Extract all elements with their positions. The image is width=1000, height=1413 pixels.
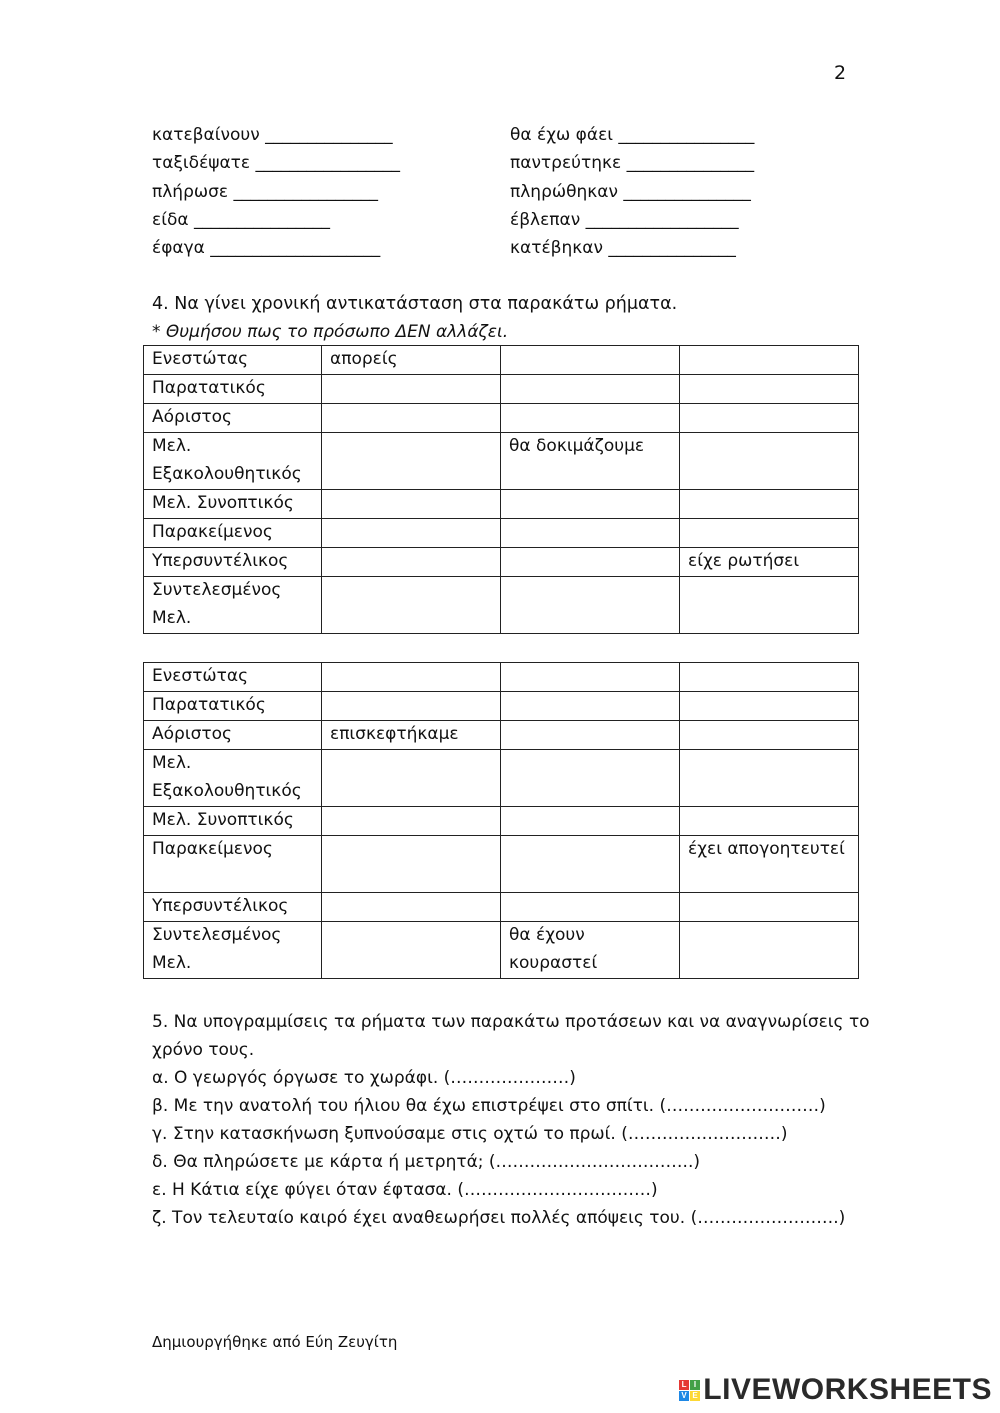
verb-cell[interactable]	[501, 519, 680, 548]
verb-cell[interactable]: θα δοκιμάζουμε	[501, 433, 680, 490]
verb-cell[interactable]: θα έχουν κουραστεί	[501, 922, 680, 979]
verb-cell[interactable]	[680, 663, 859, 692]
verb-cell[interactable]: είχε ρωτήσει	[680, 548, 859, 577]
table-row	[144, 663, 859, 692]
section5-title-line1: 5. Να υπογραμμίσεις τα ρήματα των παρακάτω προτάσεων και να αναγνωρίσεις το	[152, 1012, 870, 1032]
tense-label-cell: Παρατατικός	[144, 692, 322, 721]
section5-title-line2: χρόνο τους.	[152, 1040, 255, 1060]
liveworksheets-logo[interactable]	[679, 1373, 992, 1407]
verb-item: θα έχω φάει ________________	[510, 125, 755, 145]
verb-cell[interactable]	[501, 490, 680, 519]
verb-cell[interactable]	[501, 893, 680, 922]
section4-title: 4. Να γίνει χρονική αντικατάσταση στα παρακάτω ρήματα.	[152, 294, 678, 314]
verb-cell[interactable]	[680, 692, 859, 721]
verb-cell[interactable]	[322, 807, 501, 836]
verb-cell[interactable]	[322, 433, 501, 490]
tense-label-cell: Μελ. Συνοπτικός	[144, 490, 322, 519]
author-footer: Δημιουργήθηκε από Εύη Ζευγίτη	[152, 1333, 398, 1351]
verb-cell[interactable]	[680, 490, 859, 519]
table-row	[144, 750, 859, 807]
exercise-item: δ. Θα πληρώσετε με κάρτα ή μετρητά; (……………………………..)	[152, 1152, 700, 1172]
logo-mark-letter: E	[690, 1391, 700, 1401]
table-row	[144, 375, 859, 404]
verb-cell[interactable]	[322, 519, 501, 548]
tense-label-cell: Υπερσυντέλικος	[144, 893, 322, 922]
exercise-item: γ. Στην κατασκήνωση ξυπνούσαμε στις οχτώ το πρωί. (………………………)	[152, 1124, 788, 1144]
section4-note: * Θυμήσου πως το πρόσωπο ΔΕΝ αλλάζει.	[152, 322, 509, 342]
verb-item: παντρεύτηκε _______________	[510, 153, 755, 173]
page-number: 2	[834, 62, 847, 84]
verb-cell[interactable]	[322, 490, 501, 519]
tense-label-cell: Συντελεσμένος Μελ.	[144, 922, 322, 979]
verb-cell[interactable]	[501, 807, 680, 836]
verb-cell[interactable]: απορείς	[322, 346, 501, 375]
tense-label-cell: Αόριστος	[144, 721, 322, 750]
tense-label-cell: Συντελεσμένος Μελ.	[144, 577, 322, 634]
exercise-item: α. Ο γεωργός όργωσε το χωράφι. (…………………)	[152, 1068, 576, 1088]
table-row	[144, 346, 859, 375]
verb-item: έβλεπαν __________________	[510, 210, 739, 230]
verb-item: πλήρωσε _________________	[152, 182, 378, 202]
table-row	[144, 490, 859, 519]
verb-cell[interactable]: έχει απογοητευτεί	[680, 836, 859, 893]
verb-cell[interactable]	[501, 346, 680, 375]
verb-item: είδα ________________	[152, 210, 330, 230]
table-row	[144, 807, 859, 836]
exercise-item: ζ. Τον τελευταίο καιρό έχει αναθεωρήσει πολλές απόψεις του. (…………………….)	[152, 1208, 846, 1228]
verb-cell[interactable]	[322, 375, 501, 404]
verb-cell[interactable]	[680, 893, 859, 922]
verb-cell[interactable]	[680, 404, 859, 433]
verb-item: κατεβαίνουν _______________	[152, 125, 393, 145]
table-row	[144, 721, 859, 750]
verb-cell[interactable]	[680, 721, 859, 750]
verb-cell[interactable]	[322, 692, 501, 721]
tense-label-cell: Μελ. Συνοπτικός	[144, 807, 322, 836]
verb-item: κατέβηκαν _______________	[510, 238, 736, 258]
tense-table-2	[143, 662, 859, 979]
logo-mark-icon	[679, 1380, 700, 1401]
tense-label-cell: Μελ. Εξακολουθητικός	[144, 433, 322, 490]
verb-cell[interactable]	[680, 519, 859, 548]
tense-label-cell: Υπερσυντέλικος	[144, 548, 322, 577]
verb-cell[interactable]	[501, 692, 680, 721]
verb-item: έφαγα ____________________	[152, 238, 381, 258]
verb-cell[interactable]	[322, 922, 501, 979]
verb-cell[interactable]: επισκεφτήκαμε	[322, 721, 501, 750]
verb-cell[interactable]	[501, 577, 680, 634]
table-row	[144, 893, 859, 922]
table-row	[144, 692, 859, 721]
verb-cell[interactable]	[322, 663, 501, 692]
exercise-item: β. Με την ανατολή του ήλιου θα έχω επιστρέψει στο σπίτι. (………………………)	[152, 1096, 826, 1116]
verb-cell[interactable]	[680, 807, 859, 836]
verb-cell[interactable]	[322, 750, 501, 807]
tense-label-cell: Ενεστώτας	[144, 663, 322, 692]
verb-cell[interactable]	[680, 433, 859, 490]
logo-mark-letter: L	[679, 1380, 689, 1390]
exercise-item: ε. Η Κάτια είχε φύγει όταν έφτασα. (……………………………)	[152, 1180, 658, 1200]
table-row	[144, 404, 859, 433]
tense-label-cell: Μελ. Εξακολουθητικός	[144, 750, 322, 807]
logo-text: LIVEWORKSHEETS	[703, 1373, 992, 1406]
verb-cell[interactable]	[322, 836, 501, 893]
verb-cell[interactable]	[501, 375, 680, 404]
table-row	[144, 836, 859, 893]
tense-label-cell: Παρατατικός	[144, 375, 322, 404]
tense-table-1	[143, 345, 859, 634]
verb-cell[interactable]	[322, 404, 501, 433]
table-row	[144, 433, 859, 490]
logo-mark-letter: I	[690, 1380, 700, 1390]
table-row	[144, 922, 859, 979]
verb-item: ταξιδέψατε _________________	[152, 153, 401, 173]
verb-cell[interactable]	[501, 750, 680, 807]
verb-cell[interactable]	[680, 922, 859, 979]
logo-mark-letter: V	[679, 1391, 689, 1401]
verb-cell[interactable]	[501, 548, 680, 577]
verb-item: πληρώθηκαν _______________	[510, 182, 751, 202]
verb-cell[interactable]	[501, 721, 680, 750]
table-row	[144, 577, 859, 634]
verb-cell[interactable]	[680, 375, 859, 404]
table-row	[144, 519, 859, 548]
verb-cell[interactable]	[322, 577, 501, 634]
tense-label-cell: Παρακείμενος	[144, 836, 322, 893]
verb-cell[interactable]	[501, 836, 680, 893]
verb-cell[interactable]	[680, 577, 859, 634]
verb-cell[interactable]	[322, 548, 501, 577]
tense-label-cell: Παρακείμενος	[144, 519, 322, 548]
verb-cell[interactable]	[680, 750, 859, 807]
tense-label-cell: Ενεστώτας	[144, 346, 322, 375]
tense-label-cell: Αόριστος	[144, 404, 322, 433]
table-row	[144, 548, 859, 577]
verb-cell[interactable]	[501, 663, 680, 692]
verb-cell[interactable]	[501, 404, 680, 433]
verb-cell[interactable]	[680, 346, 859, 375]
verb-cell[interactable]	[322, 893, 501, 922]
